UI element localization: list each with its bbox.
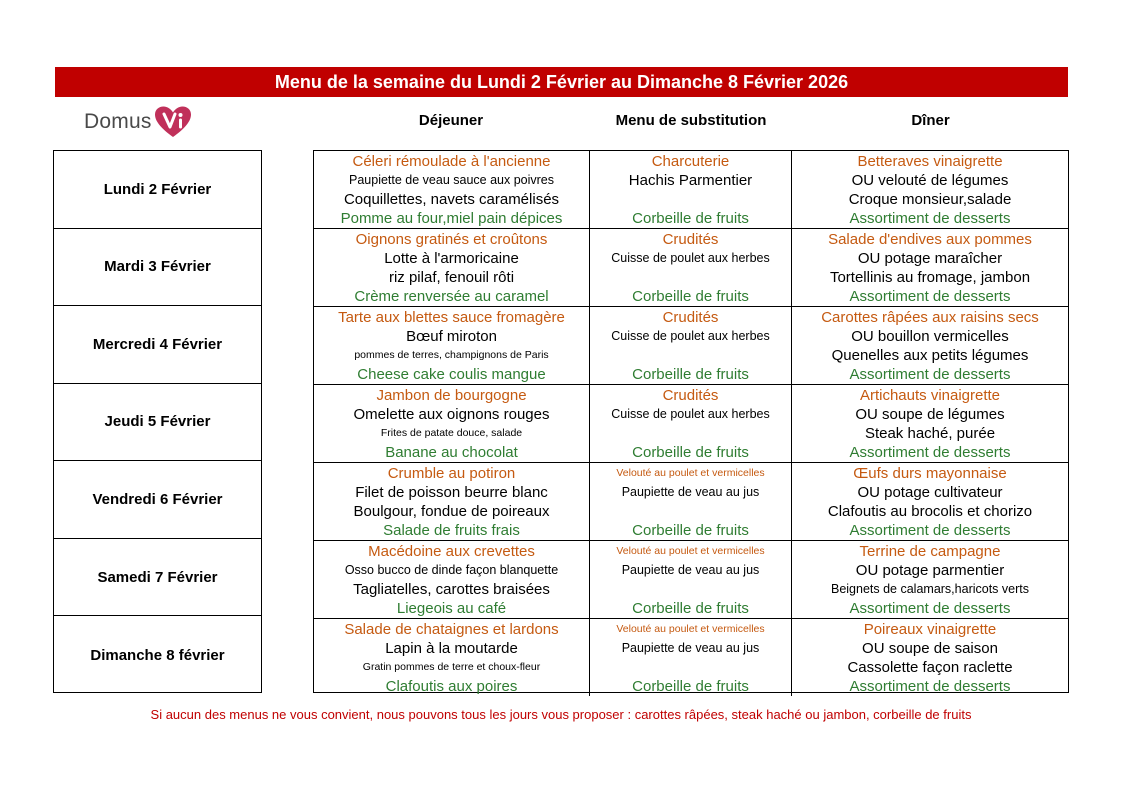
entree: Oignons gratinés et croûtons	[355, 231, 548, 248]
dessert: Assortiment de desserts	[849, 366, 1011, 383]
entree: Salade de chataignes et lardons	[344, 621, 559, 638]
dessert: Banane au chocolat	[385, 444, 518, 461]
accompagnement	[590, 424, 791, 443]
entree: Artichauts vinaigrette	[859, 387, 1001, 404]
substitution-cell	[590, 385, 792, 462]
plat: Filet de poisson beurre blanc	[355, 484, 548, 501]
accompagnement	[590, 268, 791, 287]
plat: Lotte à l'armoricaine	[384, 250, 519, 267]
dessert: Assortiment de desserts	[849, 522, 1011, 539]
plat: Quenelles aux petits légumes	[831, 347, 1029, 364]
substitution-cell	[590, 307, 792, 384]
accompagnement	[590, 346, 791, 365]
diner-cell	[792, 385, 1068, 462]
dessert: Assortiment de desserts	[849, 288, 1011, 305]
dejeuner-cell	[314, 619, 590, 696]
dessert: Assortiment de desserts	[849, 444, 1011, 461]
plat: Cuisse de poulet aux herbes	[611, 251, 770, 265]
menu-row	[314, 307, 1068, 385]
plat: Lapin à la moutarde	[385, 640, 518, 657]
substitution-cell	[590, 463, 792, 540]
menu-table	[313, 150, 1069, 693]
diner-cell	[792, 619, 1068, 696]
substitution-cell	[590, 619, 792, 696]
diner-cell	[792, 463, 1068, 540]
dessert: Corbeille de fruits	[632, 600, 749, 617]
entree: Tarte aux blettes sauce fromagère	[338, 309, 565, 326]
dessert: Cheese cake coulis mangue	[357, 366, 546, 383]
accompagnement	[590, 580, 791, 599]
accompagnement: Coquillettes, navets caramélisés	[343, 191, 560, 208]
plat: Steak haché, purée	[864, 425, 996, 442]
dessert: Assortiment de desserts	[849, 678, 1011, 695]
diner-cell	[792, 307, 1068, 384]
diner-cell	[792, 229, 1068, 306]
dessert: Corbeille de fruits	[632, 522, 749, 539]
entree: Crudités	[662, 231, 719, 248]
day-label: Samedi 7 Février	[54, 539, 261, 617]
plat: Paupiette de veau au jus	[621, 641, 760, 655]
dejeuner-cell	[314, 463, 590, 540]
dessert: Corbeille de fruits	[632, 210, 749, 227]
menu-row	[314, 229, 1068, 307]
accompagnement	[590, 658, 791, 677]
entree: Carottes râpées aux raisins secs	[821, 309, 1039, 326]
plat: Croque monsieur,salade	[848, 191, 1012, 208]
dessert: Liegeois au café	[396, 600, 507, 617]
accompagnement: Gratin pommes de terre et choux-fleur	[362, 661, 541, 673]
substitution-cell	[590, 151, 792, 228]
plat: Cuisse de poulet aux herbes	[611, 329, 770, 343]
potage: OU potage cultivateur	[857, 484, 1003, 501]
entree: Salade d'endives aux pommes	[828, 231, 1032, 248]
plat: Paupiette de veau au jus	[621, 563, 760, 577]
entree: Velouté au poulet et vermicelles	[616, 623, 765, 635]
plat: Omelette aux oignons rouges	[353, 406, 550, 423]
entree: Betteraves vinaigrette	[857, 153, 1003, 170]
domusvi-logo	[84, 104, 193, 140]
potage: OU bouillon vermicelles	[851, 328, 1009, 345]
day-label: Dimanche 8 février	[90, 646, 225, 664]
plat: Beignets de calamars,haricots verts	[830, 582, 1029, 596]
dessert: Assortiment de desserts	[849, 210, 1011, 227]
header-dejeuner: Déjeuner	[418, 112, 484, 129]
menu-row	[314, 151, 1068, 229]
entree: Crumble au potiron	[387, 465, 516, 482]
entree: Jambon de bourgogne	[376, 387, 527, 404]
plat: Bœuf miroton	[406, 328, 497, 345]
entree: Poireaux vinaigrette	[863, 621, 997, 638]
accompagnement: riz pilaf, fenouil rôti	[388, 269, 515, 286]
accompagnement: Frites de patate douce, salade	[380, 427, 523, 439]
dejeuner-cell	[314, 229, 590, 306]
entree: Crudités	[662, 309, 719, 326]
dessert: Corbeille de fruits	[632, 288, 749, 305]
accompagnement: Tagliatelles, carottes braisées	[353, 581, 550, 598]
substitution-cell	[590, 541, 792, 618]
day-label: Lundi 2 Février	[54, 151, 261, 229]
header-diner: Dîner	[911, 112, 950, 129]
day-label: Mercredi 4 Février	[54, 306, 261, 384]
potage: OU velouté de légumes	[851, 172, 1009, 189]
logo-text: Domus	[84, 110, 152, 133]
footer-note: Si aucun des menus ne vous convient, nous pouvons tous les jours vous proposer : carottes râpées, steak haché ou jambon, corbeille de fruits	[150, 707, 972, 722]
substitution-cell	[590, 229, 792, 306]
entree: Œufs durs mayonnaise	[853, 465, 1007, 482]
plat: Cuisse de poulet aux herbes	[611, 407, 770, 421]
entree: Crudités	[662, 387, 719, 404]
menu-row	[314, 541, 1068, 619]
dessert: Corbeille de fruits	[632, 444, 749, 461]
day-label: Mardi 3 Février	[54, 229, 261, 307]
dejeuner-cell	[314, 385, 590, 462]
plat: Clafoutis au brocolis et chorizo	[827, 503, 1033, 520]
plat: Hachis Parmentier	[628, 172, 753, 189]
day-label: Vendredi 6 Février	[54, 461, 261, 539]
dejeuner-cell	[314, 307, 590, 384]
accompagnement	[590, 190, 791, 209]
dessert: Assortiment de desserts	[849, 600, 1011, 617]
day-label: Jeudi 5 Février	[54, 384, 261, 462]
dejeuner-cell	[314, 541, 590, 618]
accompagnement	[590, 502, 791, 521]
header-substitution: Menu de substitution	[615, 112, 767, 129]
entree: Terrine de campagne	[859, 543, 1001, 560]
days-column	[53, 150, 262, 693]
entree: Charcuterie	[651, 153, 730, 170]
potage: OU soupe de légumes	[855, 406, 1005, 423]
menu-row	[314, 463, 1068, 541]
potage: OU potage parmentier	[855, 562, 1005, 579]
dessert: Corbeille de fruits	[632, 678, 749, 695]
accompagnement: pommes de terres, champignons de Paris	[354, 349, 549, 361]
entree: Céleri rémoulade à l'ancienne	[352, 153, 551, 170]
dessert: Corbeille de fruits	[632, 366, 749, 383]
diner-cell	[792, 151, 1068, 228]
plat: Osso bucco de dinde façon blanquette	[344, 563, 559, 577]
potage: OU potage maraîcher	[857, 250, 1003, 267]
menu-row	[314, 385, 1068, 463]
diner-cell	[792, 541, 1068, 618]
page-title: Menu de la semaine du Lundi 2 Février au Dimanche 8 Février 2026	[55, 67, 1068, 97]
entree: Macédoine aux crevettes	[368, 543, 535, 560]
plat: Paupiette de veau au jus	[621, 485, 760, 499]
dessert: Pomme au four,miel pain dépices	[340, 210, 563, 227]
accompagnement: Boulgour, fondue de poireaux	[353, 503, 550, 520]
plat: Cassolette façon raclette	[847, 659, 1013, 676]
entree: Velouté au poulet et vermicelles	[616, 545, 765, 557]
menu-row	[314, 619, 1068, 696]
entree: Velouté au poulet et vermicelles	[616, 467, 765, 479]
heart-vi-icon	[153, 105, 193, 139]
plat: Paupiette de veau sauce aux poivres	[349, 173, 554, 187]
potage: OU soupe de saison	[862, 640, 998, 657]
dessert: Clafoutis aux poires	[385, 678, 518, 695]
dessert: Crème renversée au caramel	[354, 288, 549, 305]
plat: Tortellinis au fromage, jambon	[829, 269, 1031, 286]
dessert: Salade de fruits frais	[383, 522, 520, 539]
dejeuner-cell	[314, 151, 590, 228]
